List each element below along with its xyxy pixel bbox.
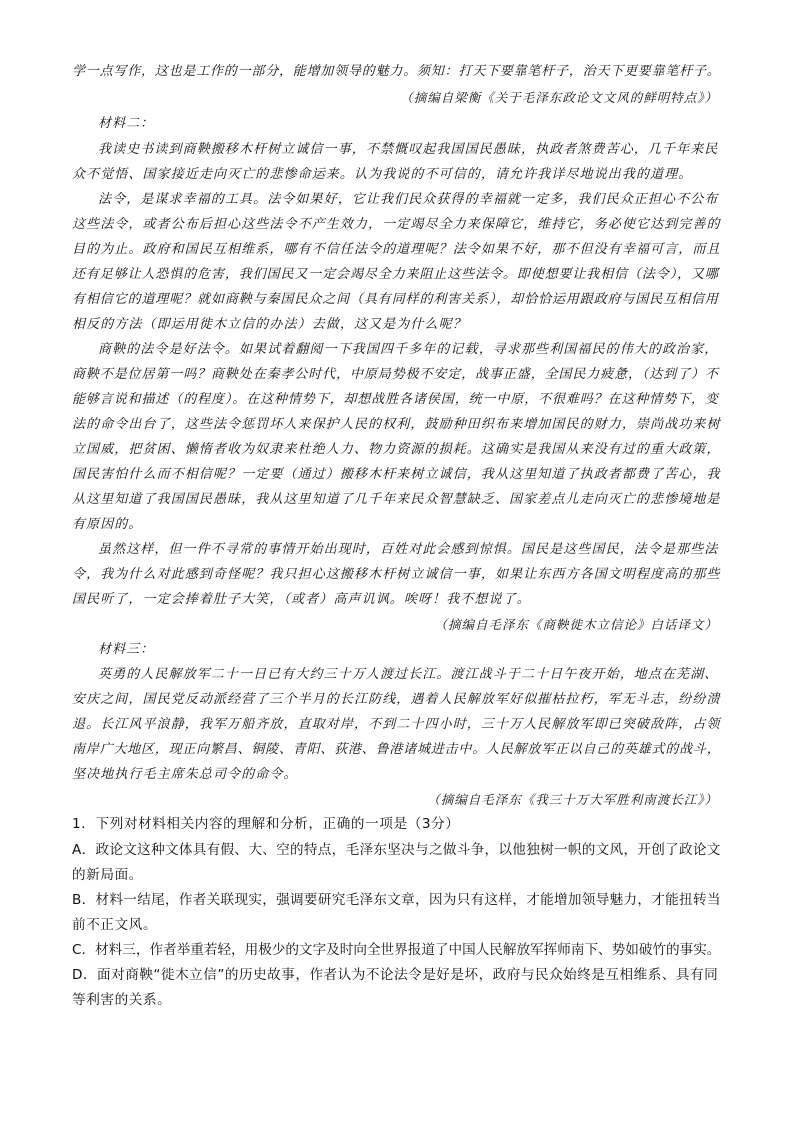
source-citation: （摘编自梁衡《关于毛泽东政论文文风的鲜明特点》） — [400, 90, 718, 105]
text-line: 学一点写作，这也是工作的一部分，能增加领导的魅力。须知：打天下要靠笔杆子，治天下更要靠笔杆子。 — [72, 64, 721, 79]
question-stem: 1．下列对材料相关内容的理解和分析，正确的一项是（3分） — [72, 816, 460, 832]
text-line: 国民害怕什么而不相信呢？一定要（通过）搬移木杆来树立诚信，我从这里知道了执政者都费了苦心，我 — [72, 467, 721, 482]
text-line: 众不觉悟、国家接近走向灭亡的悲惨命运来。认为我说的不可信的，请允许我详尽地说出我的道理。 — [72, 167, 693, 182]
text-line: 法的命令出台了，这些法令惩罚坏人来保护人民的权利，鼓励种田织布来增加国民的财力，崇尚战功来树 — [72, 417, 721, 432]
option-a-cont: 的新局面。 — [72, 867, 143, 883]
text-line: 令，我为什么对此感到奇怪呢？我只担心这搬移木杆树立诚信一事，如果让东西方各国文明程度高的那些 — [72, 567, 721, 582]
text-line: 我读史书读到商鞅搬移木杆树立诚信一事，不禁慨叹起我国国民愚昧，执政者煞费苦心，几千年来民 — [98, 142, 719, 157]
text-line: 有相信它的道理呢？就如商鞅与秦国民众之间（具有同样的利害关系），却恰恰运用跟政府与国民互相信用 — [72, 292, 719, 307]
text-line: 商鞅不是位居第一吗？商鞅处在秦孝公时代，中原局势极不安定，战事正盛，全国民力疲惫，（达到了）不 — [72, 367, 719, 382]
source-citation: （摘编自毛泽东《商鞅徙木立信论》白话译文） — [434, 617, 718, 632]
option-b: B．材料一结尾，作者关联现实，强调要研究毛泽东文章，因为只有这样，才能增加领导魅力，才能扭转当 — [72, 892, 721, 908]
text-line: 国民听了，一定会捧着肚子大笑，（或者）高声讥讽。唉呀！我不想说了。 — [72, 592, 531, 607]
text-line: 能够言说和描述（的程度）。在这种情势下，却想战胜各诸侯国，统一中原，不很难吗？在这种情势下，变 — [72, 392, 719, 407]
source-line — [0, 613, 794, 637]
source-line — [0, 86, 794, 110]
text-line: 英勇的人民解放军二十一日已有大约三十万人渡过长江。渡江战斗于二十日午夜开始，地点在芜湖、 — [98, 667, 719, 682]
material-heading — [0, 112, 794, 136]
option-b-cont: 前不正文风。 — [72, 917, 158, 933]
text-line: 从这里知道了我国国民愚昧，我从这里知道了几千年来民众智慧缺乏、国家差点儿走向灭亡的悲惨境地是 — [72, 492, 721, 507]
material-heading — [0, 638, 794, 662]
source-line — [0, 788, 794, 812]
option-a: A．政论文这种文体具有假、大、空的特点，毛泽东坚决与之做斗争，以他独树一帜的文风，开创了政论文 — [72, 842, 721, 858]
section-heading: 材料二： — [98, 116, 155, 131]
text-line: 这些法令，或者公布后担心这些法令不产生效力，一定竭尽全力来保障它，维持它，务必使它达到完善的 — [72, 217, 721, 232]
text-line: 立国威，把贫困、懒惰者收为奴隶来杜绝人力、物力资源的损耗。这确实是我国从来没有过的重大政策， — [72, 442, 721, 457]
text-line: 法令，是谋求幸福的工具。法令如果好，它让我们民众获得的幸福就一定多，我们民众正担心不公布 — [98, 192, 719, 207]
text-line: 虽然这样，但一件不寻常的事情开始出现时，百姓对此会感到惊惧。国民是这些国民，法令是那些法 — [98, 542, 719, 557]
text-line: 目的为止。政府和国民互相维系，哪有不信任法令的道理呢？法令如果不好，那不但没有幸福可言，而且 — [72, 242, 721, 257]
text-line: 商鞅的法令是好法令。如果试着翻阅一下我国四千多年的记载，寻求那些利国福民的伟大的政治家， — [98, 342, 719, 357]
text-line: 相反的方法（即运用徙木立信的办法）去做，这又是为什么呢？ — [72, 317, 467, 332]
question-stem-line — [0, 812, 794, 836]
text-line: 南岸广大地区，现正向繁昌、铜陵、青阳、荻港、鲁港诸城进击中。人民解放军正以自己的英雄式的战斗， — [72, 742, 721, 757]
text-line: 还有足够让人恐惧的危害，我们国民又一定会竭尽全力来阻止这些法令。即使想要让我相信（法令），又哪 — [72, 267, 719, 282]
text-line: 退。长江风平浪静，我军万船齐放，直取对岸，不到二十四小时，三十万人民解放军即已突破敌阵，占领 — [72, 717, 721, 732]
option-d: D．面对商鞅“徙木立信”的历史故事，作者认为不论法令是好是坏，政府与民众始终是互相维系、具有同 — [72, 967, 719, 983]
section-heading: 材料三： — [98, 642, 155, 657]
option-c: C．材料三，作者举重若轻，用极少的文字及时向全世界报道了中国人民解放军挥师南下、势如破竹的事实。 — [72, 942, 721, 958]
source-citation: （摘编自毛泽东《我三十万大军胜利南渡长江》） — [427, 792, 718, 807]
paragraph-line — [0, 60, 794, 84]
text-line: 坚决地执行毛主席朱总司令的命令。 — [72, 767, 298, 782]
text-line: 有原因的。 — [72, 517, 143, 532]
option-d-cont: 等利害的关系。 — [72, 992, 172, 1008]
text-line: 安庆之间，国民党反动派经营了三个半月的长江防线，遇着人民解放军好似摧枯拉朽，军无斗志，纷纷溃 — [72, 692, 721, 707]
